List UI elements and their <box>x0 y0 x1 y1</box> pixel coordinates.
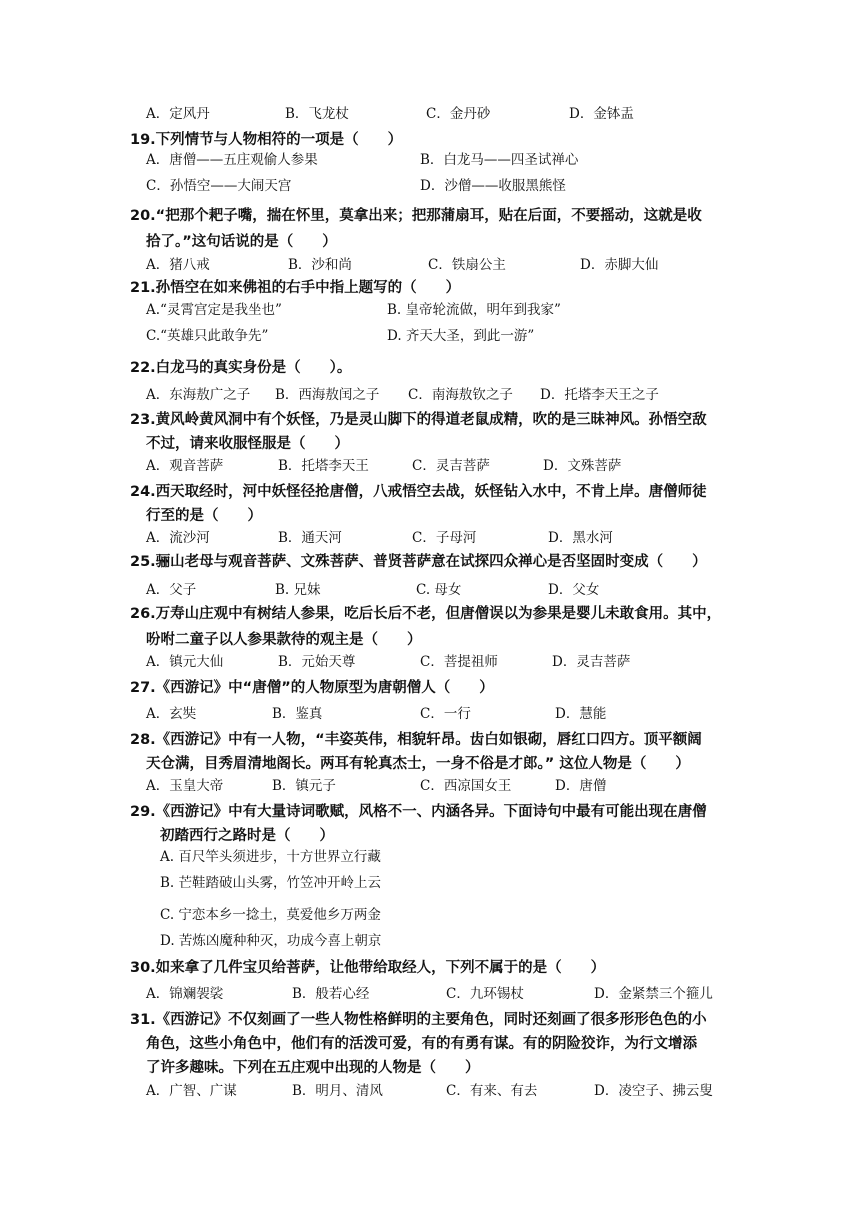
question-stem: 24.西天取经时，河中妖怪径抢唐僧，八戒悟空去战，妖怪钻入水中，不肯上岸。唐僧师徒 <box>130 484 707 500</box>
option-c: C．灵吉菩萨 <box>412 458 490 474</box>
option-b: B．沙和尚 <box>288 257 352 273</box>
question-stem: 吩咐二童子以人参果款待的观主是（ ） <box>146 632 422 648</box>
option-d: D．文殊菩萨 <box>543 458 622 474</box>
option-c: C．子母河 <box>412 530 477 546</box>
question-stem: 22.白龙马的真实身份是（ ）。 <box>130 360 352 376</box>
option-c: C.“英雄只此敢争先” <box>146 328 269 344</box>
question-stem: 了许多趣味。下列在五庄观中出现的人物是（ ） <box>146 1060 480 1076</box>
option-d: D．沙僧——收服黑熊怪 <box>420 178 566 194</box>
option-b: B．般若心经 <box>292 986 370 1002</box>
question-stem: 30.如来拿了几件宝贝给菩萨，让他带给取经人，下列不属于的是（ ） <box>130 960 606 976</box>
option-a: A．定风丹 <box>146 106 210 122</box>
question-stem: 26.万寿山庄观中有树结人参果，吃后长后不老，但唐僧误以为参果是婴儿未敢食用。其中， <box>130 606 722 622</box>
option-d: D. 苦炼凶魔种种灭，功成今喜上朝京 <box>160 933 382 949</box>
option-d: D．凌空子、拂云叟 <box>594 1083 713 1099</box>
option-b: B．镇元子 <box>272 778 336 794</box>
option-c: C．一行 <box>420 706 471 722</box>
question-stem: 25.骊山老母与观音菩萨、文殊菩萨、普贤菩萨意在试探四众禅心是否坚固时变成（ ） <box>130 554 707 570</box>
question-stem: 27.《西游记》中“唐僧”的人物原型为唐朝僧人（ ） <box>130 680 494 696</box>
option-c: C. 宁恋本乡一捻土，莫爱他乡万两金 <box>160 907 381 923</box>
question-stem: 不过，请来收服怪服是（ ） <box>146 436 349 452</box>
question-stem: 21.孙悟空在如来佛祖的右手中指上题写的（ ） <box>130 280 461 296</box>
option-c: C．南海敖钦之子 <box>408 387 513 403</box>
option-d: D．唐僧 <box>555 778 607 794</box>
option-a: A．观音菩萨 <box>146 458 224 474</box>
option-a: A．流沙河 <box>146 530 210 546</box>
option-d: D．父女 <box>548 582 600 598</box>
option-b: B. 兄妹 <box>275 582 321 598</box>
option-b: B. 皇帝轮流做，明年到我家” <box>387 302 561 318</box>
option-c: C. 母女 <box>416 582 462 598</box>
option-c: C．铁扇公主 <box>428 257 506 273</box>
option-a: A．镇元大仙 <box>146 654 224 670</box>
option-a: A．唐僧——五庄观偷人参果 <box>146 152 318 168</box>
option-c: C．金丹砂 <box>426 106 491 122</box>
option-b: B．鉴真 <box>272 706 323 722</box>
option-d: D．金紧禁三个箍儿 <box>594 986 713 1002</box>
option-a: A．广智、广谋 <box>146 1083 237 1099</box>
option-c: C．西凉国女王 <box>420 778 512 794</box>
option-b: B．西海敖闰之子 <box>275 387 380 403</box>
option-b: B．明月、清风 <box>292 1083 383 1099</box>
option-b: B．通天河 <box>278 530 342 546</box>
question-stem: 角色，这些小角色中，他们有的活泼可爱，有的有勇有谋。有的阴险狡诈，为行文增添 <box>146 1036 697 1052</box>
question-stem: 拾了。”这句话说的是（ ） <box>146 234 337 250</box>
option-d: D．慧能 <box>555 706 607 722</box>
option-a: A．父子 <box>146 582 197 598</box>
question-stem: 19.下列情节与人物相符的一项是（ ） <box>130 132 403 148</box>
option-d: D．托塔李天王之子 <box>540 387 659 403</box>
option-a: A．东海敖广之子 <box>146 387 251 403</box>
option-b: B．飞龙杖 <box>285 106 349 122</box>
option-a: A.“灵霄宫定是我坐也” <box>146 302 282 318</box>
question-stem: 天仓满，目秀眉清地阁长。两耳有轮真杰士，一身不俗是才郎。” 这位人物是（ ） <box>146 756 690 772</box>
option-c: C．有来、有去 <box>446 1083 538 1099</box>
option-b: B．元始天尊 <box>278 654 356 670</box>
option-a: A．玄奘 <box>146 706 197 722</box>
option-d: D. 齐天大圣，到此一游” <box>387 328 535 344</box>
option-c: C．菩提祖师 <box>420 654 498 670</box>
option-d: D．金钵盂 <box>569 106 634 122</box>
option-b: B. 芒鞋踏破山头雾，竹笠冲开岭上云 <box>160 875 382 891</box>
question-stem: 初踏西行之路时是（ ） <box>160 828 334 844</box>
question-stem: 行至的是（ ） <box>146 508 262 524</box>
question-stem: 28.《西游记》中有一人物，“丰姿英伟，相貌轩昂。齿白如银砌，唇红口四方。顶平额阔 <box>130 732 702 748</box>
option-a: A. 百尺竿头须进步，十方世界立行藏 <box>160 849 381 865</box>
question-stem: 29.《西游记》中有大量诗词歌赋，风格不一、内涵各异。下面诗句中最有可能出现在唐僧 <box>130 804 707 820</box>
question-stem: 23.黄风岭黄风洞中有个妖怪，乃是灵山脚下的得道老鼠成精，吹的是三昧神风。孙悟空敌 <box>130 412 707 428</box>
option-a: A．玉皇大帝 <box>146 778 224 794</box>
option-c: C．九环锡杖 <box>446 986 524 1002</box>
option-a: A．猪八戒 <box>146 257 210 273</box>
question-stem: 31.《西游记》不仅刻画了一些人物性格鲜明的主要角色，同时还刻画了很多形形色色的小 <box>130 1012 707 1028</box>
option-d: D．赤脚大仙 <box>580 257 659 273</box>
option-d: D．黑水河 <box>548 530 613 546</box>
question-stem: 20.“把那个耙子嘴，揣在怀里，莫拿出来；把那蒲扇耳，贴在后面，不要摇动，这就是收 <box>130 208 702 224</box>
option-c: C．孙悟空——大闹天宫 <box>146 178 292 194</box>
option-a: A．锦斓袈裟 <box>146 986 224 1002</box>
option-b: B．白龙马——四圣试禅心 <box>420 152 579 168</box>
option-b: B．托塔李天王 <box>278 458 369 474</box>
option-d: D．灵吉菩萨 <box>552 654 631 670</box>
